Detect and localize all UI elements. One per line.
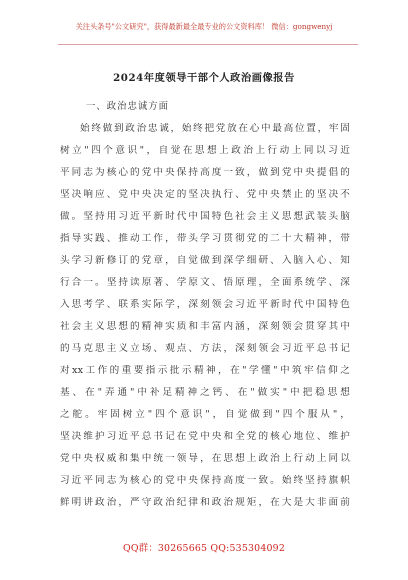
body-line: 的马克思主义立场、观点、方法，深刻领会习近平总书记: [60, 343, 350, 354]
body-line: 指导实践、推动工作，带头学习贯彻党的二十大精神，带: [60, 233, 350, 244]
section-heading: 一、政治忠诚方面: [86, 101, 170, 112]
document-title: 2024年度领导干部个人政治画像报告: [113, 72, 295, 84]
body-line: 平同志为核心的党中央保持高度一致，做到党中央提倡的: [60, 167, 350, 178]
body-line: 树立"四个意识"，自觉在思想上政治上行动上同以习近: [60, 145, 350, 156]
body-line: 社会主义思想的精神实质和丰富内涵，深刻领会贯穿其中: [60, 321, 350, 332]
body-line: 头学习新修订的党章，自觉做到深学细研、入脑入心、知: [60, 255, 350, 266]
body-line: 做。坚持用习近平新时代中国特色社会主义思想武装头脑: [60, 211, 350, 222]
header-promo-text: 关注头条号"公文研究"，获得最新最全最专业的公文资料库！ 微信：gongwenyj: [75, 22, 333, 31]
body-line: 行合一。坚持读原著、学原文、悟原理，全面系统学、深: [60, 277, 350, 288]
body-line: 基、在"弄通"中补足精神之钙、在"做实"中把稳思想: [60, 387, 350, 398]
body-line: 习近平同志为核心的党中央保持高度一致。始终坚持旗帜: [60, 475, 350, 486]
body-line: 鲜明讲政治，严守政治纪律和政治规矩，在大是大非面前: [60, 497, 350, 508]
body-line: 对xx工作的重要指示批示精神，在"学懂"中筑牢信仰之: [60, 365, 350, 376]
body-line: 党中央权威和集中统一领导，在思想上政治上行动上同以: [60, 453, 350, 464]
body-line: 之舵。牢固树立"四个意识"，自觉做到"四个服从"，: [60, 409, 350, 420]
footer-contact-text: QQ群：30265665 QQ:535304092: [122, 543, 286, 554]
body-line: 坚决维护习近平总书记在党中央和全党的核心地位、维护: [60, 431, 350, 442]
body-line: 始终做到政治忠诚，始终把党放在心中最高位置，牢固: [80, 123, 350, 134]
header-divider: [58, 44, 358, 45]
body-line: 入思考学、联系实际学，深刻领会习近平新时代中国特色: [60, 299, 350, 310]
body-line: 坚决响应、党中央决定的坚决执行、党中央禁止的坚决不: [60, 189, 350, 200]
